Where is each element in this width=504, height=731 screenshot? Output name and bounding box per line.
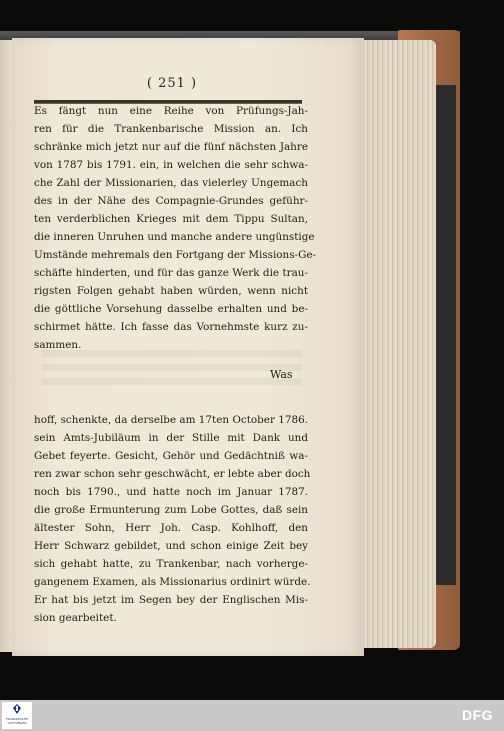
text-line: schirmet hätte. Ich fasse das Vornehmste kurz zu- — [34, 321, 308, 333]
text-line: Umstände mehremals den Fortgang der Missions-Ge- — [34, 249, 317, 261]
text-line: sion gearbeitet. — [34, 612, 117, 624]
text-line: Herr Schwarz gebildet, und schon einige Zeit bey — [34, 540, 308, 552]
text-line: schäfte hinderten, und für das ganze Werk die trau- — [34, 267, 308, 279]
francke-logo-icon — [12, 704, 22, 714]
page-stack — [360, 40, 436, 648]
text-line: ältester Sohn, Herr Joh. Casp. Kohlhoff, den — [34, 522, 308, 534]
dfg-logo[interactable]: DFG — [462, 707, 494, 723]
text-line: von 1787 bis 1791. ein, in welchen die sehr schwa- — [34, 159, 308, 171]
text-line: sich gehabt hatte, zu Trankenbar, nach vorherge- — [34, 558, 308, 570]
catchword: Was — [270, 368, 293, 381]
show-through — [42, 364, 302, 371]
text-line: sein Amts-Jubiläum in der Stille mit Dank und — [34, 432, 308, 444]
viewer-footer — [0, 700, 504, 731]
text-line: noch bis 1790., und hatte noch im Januar 1787. — [34, 486, 308, 498]
text-line: hoff, schenkte, da derselbe am 17ten October 1786. — [34, 414, 308, 426]
show-through — [42, 378, 302, 385]
text-line: die inneren Unruhen und manche andere ungünstige — [34, 231, 315, 243]
text-line: schränke mich jetzt nur auf die fünf nächsten Jahre — [34, 141, 308, 153]
text-line: sammen. — [34, 339, 82, 351]
text-line: Er hat bis jetzt im Segen bey der Englischen Mis- — [34, 594, 308, 606]
logo-text: FRANCKESCHE STIFTUNGEN — [5, 717, 29, 725]
text-line: Es fängt nun eine Reihe von Prüfungs-Jah- — [34, 105, 308, 117]
show-through — [42, 350, 302, 357]
text-line: die göttliche Vorsehung dasselbe erhalten und be- — [34, 303, 308, 315]
header-rule — [34, 100, 302, 104]
text-line: ren für die Trankenbarische Mission an. Ich — [34, 123, 308, 135]
text-line: des in der Nähe des Compagnie-Grundes geführ- — [34, 195, 308, 207]
text-line: die große Ermunterung zum Lobe Gottes, daß sein — [34, 504, 308, 516]
text-line: ren zwar schon sehr geschwächt, er lebte aber doch — [34, 468, 311, 480]
text-line: rigsten Folgen gehabt haben würden, wenn nicht — [34, 285, 308, 297]
text-line: gangenem Examen, als Missionarius ordinirt würde. — [34, 576, 311, 588]
page-number: ( 251 ) — [146, 76, 198, 91]
text-line: ten verderblichen Krieges mit dem Tippu Sultan, — [34, 213, 308, 225]
francke-logo[interactable] — [2, 702, 32, 729]
text-line: che Zahl der Missionarien, das vielerley Ungemach — [34, 177, 308, 189]
text-line: Gebet feyerte. Gesicht, Gehör und Gedächtniß wa- — [34, 450, 308, 462]
book-page — [12, 38, 364, 656]
